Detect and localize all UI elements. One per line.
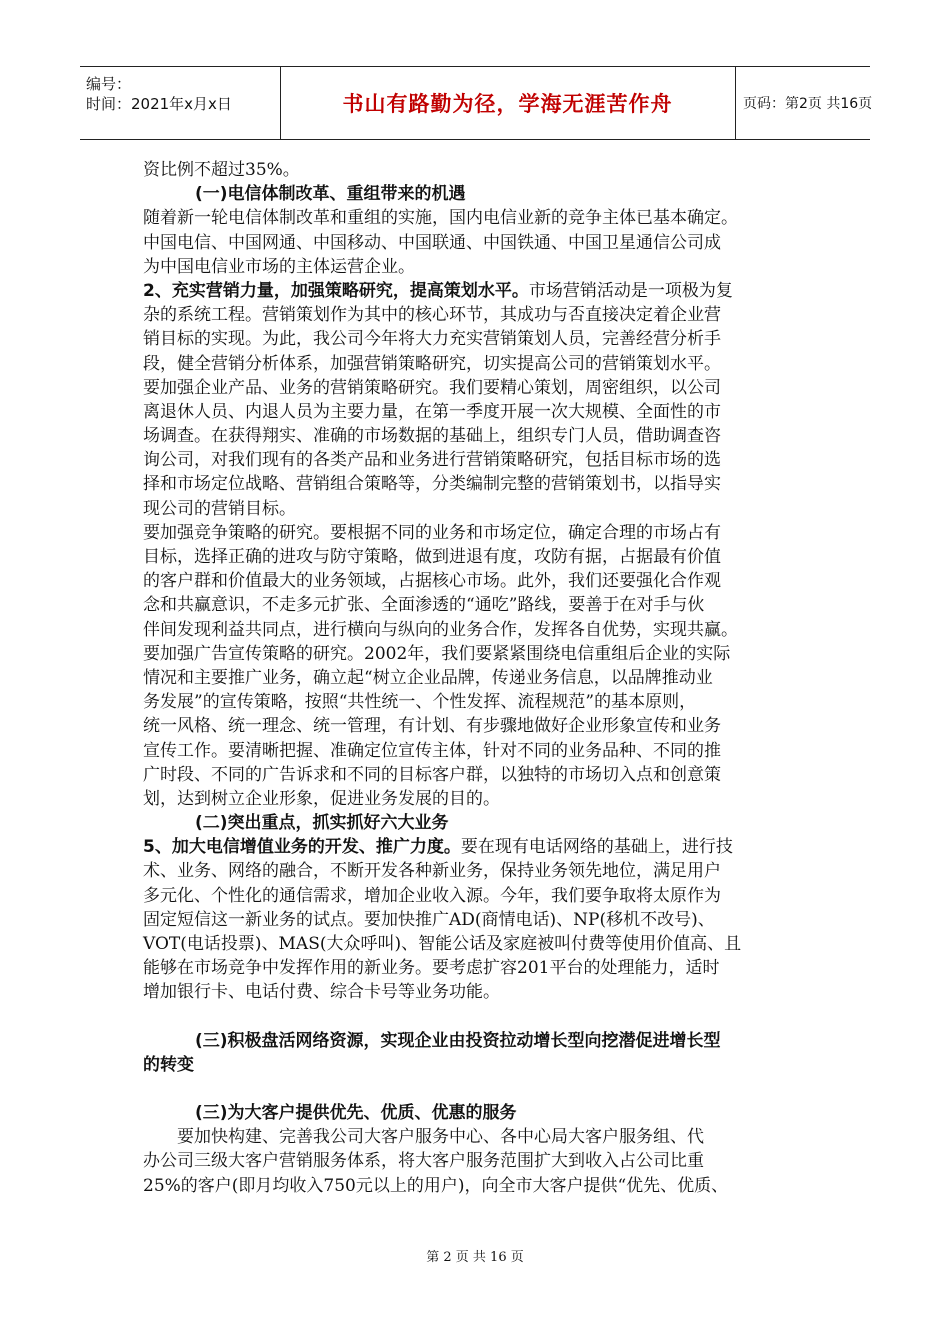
text-line: 段，健全营销分析体系，加强营销策略研究，切实提高公司的营销策划水平。 — [143, 353, 721, 374]
text-line: 宣传工作。要清晰把握、准确定位宣传主体，针对不同的业务品种、不同的推 — [143, 740, 721, 761]
text-line: 现公司的营销目标。 — [143, 498, 296, 519]
text-line: 划，达到树立企业形象，促进业务发展的目的。 — [143, 788, 500, 809]
time-label: 时间：2021年x月x日 — [86, 95, 232, 113]
text-line: 固定短信这一新业务的试点。要加快推广AD(商情电话)、NP(移机不改号)、 — [143, 909, 715, 930]
text-run: 市场营销活动是一项极为复 — [528, 280, 733, 301]
blank-line — [143, 1077, 813, 1101]
text-line: 念和共赢意识，不走多元扩张、全面渗透的“通吃”路线，要善于在对手与伙 — [143, 595, 705, 616]
section-heading: (一)电信体制改革、重组带来的机遇 — [195, 184, 466, 205]
header-motto: 书山有路勤为径，学海无涯苦作舟 — [342, 92, 673, 116]
text-line: 询公司，对我们现有的各类产品和业务进行营销策略研究，包括目标市场的选 — [143, 450, 721, 471]
text-line: 情况和主要推广业务，确立起“树立企业品牌，传递业务信息，以品牌推动业 — [143, 667, 713, 688]
text-line: 销目标的实现。为此，我公司今年将大力充实营销策划人员，完善经营分析手 — [143, 329, 721, 350]
text-line: 要加强竞争策略的研究。要根据不同的业务和市场定位，确定合理的市场占有 — [143, 522, 721, 543]
header-page-cell — [735, 67, 873, 139]
document-body — [143, 158, 813, 1198]
text-line: 场调查。在获得翔实、准确的市场数据的基础上，组织专门人员，借助调查咨 — [143, 426, 721, 447]
text-line: 为中国电信业市场的主体运营企业。 — [143, 256, 415, 277]
blank-line — [143, 1005, 813, 1029]
bold-lead: 5、加大电信增值业务的开发、推广力度。 — [143, 837, 461, 858]
serial-label: 编号： — [86, 75, 132, 93]
text-line: VOT(电话投票)、MAS(大众呼叫)、智能公话及家庭被叫付费等使用价值高、且 — [143, 934, 742, 954]
text-line: 的客户群和价值最大的业务领域，占据核心市场。此外，我们还要强化合作观 — [143, 571, 721, 592]
text-line: 25%的客户(即月均收入750元以上的用户)，向全市大客户提供“优先、优质、 — [143, 1175, 729, 1196]
section-heading: (三)积极盘活网络资源，实现企业由投资拉动增长型向挖潜促进增长型 — [195, 1030, 721, 1051]
page-header — [80, 66, 873, 140]
text-line: 择和市场定位战略、营销组合策略等，分类编制完整的营销策划书，以指导实 — [143, 474, 721, 495]
text-line — [143, 835, 813, 859]
text-line: 资比例不超过35%。 — [143, 160, 300, 180]
text-line: 随着新一轮电信体制改革和重组的实施，国内电信业新的竞争主体已基本确定。 — [143, 208, 738, 229]
text-line: 增加银行卡、电话付费、综合卡号等业务功能。 — [143, 982, 500, 1003]
text-line: 要加快构建、完善我公司大客户服务中心、各中心局大客户服务组、代 — [177, 1127, 704, 1148]
text-line: 伴间发现利益共同点，进行横向与纵向的业务合作，发挥各自优势，实现共赢。 — [143, 619, 738, 640]
text-run: 要在现有电话网络的基础上，进行技 — [460, 837, 733, 858]
text-line: 广时段、不同的广告诉求和不同的目标客户群，以独特的市场切入点和创意策 — [143, 764, 721, 785]
text-line: 能够在市场竞争中发挥作用的新业务。要考虑扩容201平台的处理能力，适时 — [143, 958, 720, 979]
header-page-info: 页码：第2页 共16页 — [743, 96, 873, 112]
page-footer: 第 2 页 共 16 页 — [426, 1250, 524, 1265]
text-line: 要加强广告宣传策略的研究。2002年，我们要紧紧围绕电信重组后企业的实际 — [143, 643, 731, 664]
text-line: 中国电信、中国网通、中国移动、中国联通、中国铁通、中国卫星通信公司成 — [143, 232, 721, 253]
text-line: 多元化、个性化的通信需求，增加企业收入源。今年，我们要争取将太原作为 — [143, 885, 721, 906]
text-line: 离退休人员、内退人员为主要力量，在第一季度开展一次大规模、全面性的市 — [143, 401, 721, 422]
text-line — [143, 279, 813, 303]
text-line: 目标，选择正确的进攻与防守策略，做到进退有度，攻防有据，占据最有价值 — [143, 547, 721, 567]
section-heading: (三)为大客户提供优先、优质、优惠的服务 — [195, 1102, 517, 1123]
header-meta — [80, 67, 281, 139]
text-line: 要加强企业产品、业务的营销策略研究。我们要精心策划，周密组织，以公司 — [143, 377, 721, 398]
bold-lead: 2、充实营销力量，加强策略研究，提高策划水平。 — [143, 280, 529, 301]
section-heading-cont: 的转变 — [143, 1054, 194, 1075]
text-line: 杂的系统工程。营销策划作为其中的核心环节，其成功与否直接决定着企业营 — [143, 305, 721, 326]
header-motto-cell — [280, 67, 736, 139]
text-line: 办公司三级大客户营销服务体系，将大客户服务范围扩大到收入占公司比重 — [143, 1151, 704, 1172]
text-line: 术、业务、网络的融合，不断开发各种新业务，保持业务领先地位，满足用户 — [143, 861, 721, 882]
text-line: 务发展”的宣传策略，按照“共性统一、个性发挥、流程规范”的基本原则， — [143, 692, 697, 713]
section-heading: (二)突出重点，抓实抓好六大业务 — [195, 813, 449, 834]
text-line: 统一风格、统一理念、统一管理，有计划、有步骤地做好企业形象宣传和业务 — [143, 716, 721, 737]
